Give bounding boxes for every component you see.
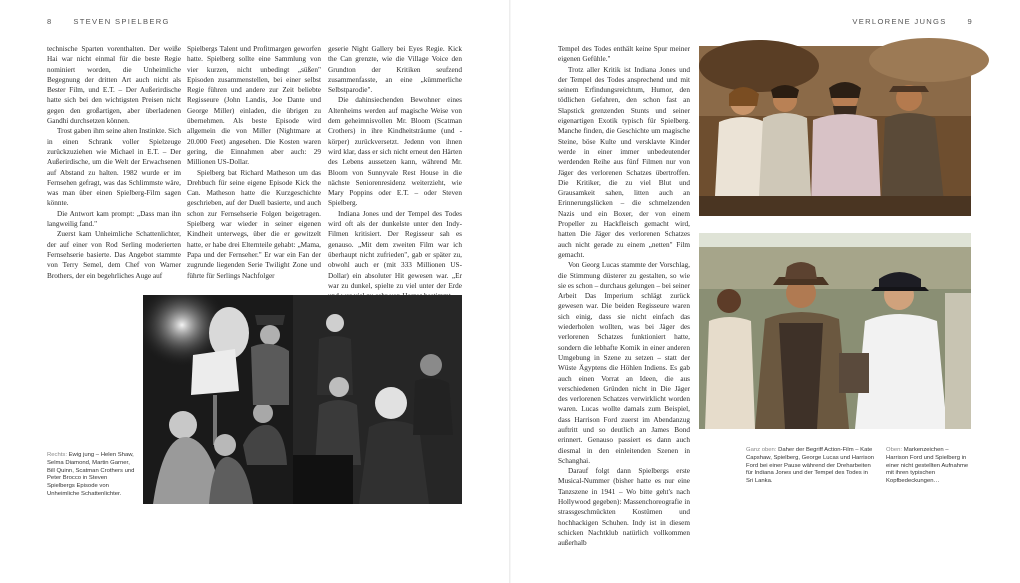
text-column-3 xyxy=(328,44,462,290)
photo-caption-bottom: Oben: Markenzeichen – Harrison Ford und Spielberg in einer nicht gestellten Aufnahme mit ihren typischen Kopfbedeckungen… xyxy=(886,447,969,485)
paragraph: technische Sparten vorenthalten. Der weiße Hai war nicht einmal für die beste Regie nominiert worden, die Unheimliche Begegnung der dritten Art auch nicht als Bester Film, und E.T. – Der Außerirdische hatte sich bei den wichtigsten Preisen nicht gegen den großartigen, aber überladenen Gandhi durchsetzen können. xyxy=(47,45,181,126)
paragraph: Zuerst kam Unheimliche Schattenlichter, der auf einer von Rod Serling moderierten Fernsehserie basierte. Das Angebot stammte von Terry Semel, dem Chef von Warner Brothers, der ein begehrliches Auge auf xyxy=(47,230,181,280)
paragraph: Die Antwort kam prompt: „Dass man ihn langweilig fand." xyxy=(47,209,181,229)
paragraph: Trotz aller Kritik ist Indiana Jones und der Tempel des Todes ansprechend und mit seinem Erfindungsreichtum, Humor, den tödlichen Gefahren, den schon fast an Slapstick grenzenden Stunts und seiner eigenartigen Exotik typisch für Spielberg. Manche finden, die Geschichte um magische Steine, böse Kulte und versklavte Kinder werde in einer immer unbedeutender werdenden Reihe aus fünf Filmen nur von Jäger des verlorenen Schatzes übertroffen. Die Kritiker, die zu viel Blut und Grausamkeit sahen, litten auch an Erinnerungslücken – die schmelzenden Nazis und ein Boxer, der von einem Propeller zu Hackfleisch gemacht wird, hatten Die Jäger des verlorenen Schatzes auch nicht gerade zu einem „netten" Film gemacht. xyxy=(558,65,690,259)
paragraph: Indiana Jones und der Tempel des Todes wird oft als der dunkelste unter den Indy-Filmen kritisiert. Der Regisseur sah es genauso. „Mit dem zweiten Film war ich überhaupt nicht zufrieden", gab er später zu, obwohl auch er (mit 333 Millionen US-Dollar) ein absoluter Hit gewesen war. „Er war zu dunkel, spielte zu viel unter der Erde xyxy=(328,209,462,290)
photo-caption-left: Rechts: Ewig jung – Helen Shaw, Selma Diamond, Martin Garner, Bill Quinn, Scatman Crothers und Peter Brocco in Steven Spielbergs Episode von Unheimliche Schattenlichter. xyxy=(47,452,135,497)
paragraph: Die dahinsiechenden Bewohner eines Altenheims werden auf magische Weise von dem geheimnisvollen Mr. Bloom (Scatman Crothers) in ihre Kindheitsträume (und -körper) zurückversetzt. Jedenn von ihnen wird klar, dass er sich nicht erneut den Härten des Lebens aussetzen kann, während Mr. Bloom von Sunnyvale Rest House in die nächste Seniorenresidenz weiterzieht, wie Mary Poppins oder E.T. – oder Steven Spielberg. xyxy=(328,96,462,208)
paragraph: geserie Night Gallery bei Eyes Regie. Kick the Can grenzte, wie die Village Voice den Grundton der Kritiken seufzend zusammenfasste, an eine „kümmerliche Selbstparodie". xyxy=(328,45,462,95)
text-column-1 xyxy=(47,44,181,280)
text-column-2 xyxy=(187,44,321,280)
left-folio xyxy=(47,17,170,26)
paragraph: Darauf folgt dann Spielbergs erste Musical-Nummer (bisher hatte es nur eine Tanzszene in 1941 – Wo bitte geht's nach Hollywood gegeben): Massenchoreografie in strassgeschmückten Kostümen und hochhackigen Schuhen. Indy ist in diesem schicken Nachtklub natürlich vollkommen außerhalb xyxy=(558,467,690,548)
set-photo-bottom xyxy=(699,233,971,429)
page-number: 8 xyxy=(47,17,53,26)
paragraph: Spielbergs Talent und Profitmargen geworfen hatte. Spielberg sollte eine Sammlung von vier kurzen, nicht unbedingt „süßen" Episoden zusammenstellen, bei einer selbst Regie führen und andere zur Zeit beliebte Regisseure (John Landis, Joe Dante und George Miller) einladen, die übrigen zu übernehmen. Als beste Episode wird allgemein die von Miller (Nightmare at 20.000 Feet) angesehen. Die Kosten waren gering, die Einnahmen aber auch: 29 Millionen US-Dollar. xyxy=(187,45,321,167)
film-still-nursing-home xyxy=(143,295,462,504)
photo-caption-top: Ganz oben: Daher der Begriff Action-Film – Kate Capshaw, Spielberg, George Lucas und Harrison Ford bei einer Pause während der Dreharbeiten für Indiana Jones und der Tempel des Todes in Sri Lanka. xyxy=(746,447,875,485)
running-head: VERLORENE JUNGS xyxy=(852,17,947,26)
paragraph: Von Georg Lucas stammte der Vorschlag, die Stimmung düsterer zu gestalten, so wie sie es schon – durchaus gelungen – bei seiner Arbeit Das Imperium schlägt zurück gewesen war. Die beiden Regisseure waren sich einig, dass sie nicht einfach das wiederholen wollten, was bei Jäger des verlorenen Schatzes funktioniert hatte, sondern die lebhafte Komik in einer anderen Umgebung in Szene zu setzen – statt der Wüste Ägyptens die Höhlen Indiens. Es gab auch einen Vorrat an Ideen, die aus verschiedenen Gründen nicht in Die Jäger des verlorenen Schatzes verwirklicht worden waren. Lucas wollte damals zum Beispiel, dass Harrison Ford zuerst im Abendanzug auftritt und so deutlich an James Bond erinnert. Genauso passiert es dann auch diesmal in den einleitenden Szenen in Schanghai. xyxy=(558,261,690,465)
running-head: STEVEN SPIELBERG xyxy=(73,17,170,26)
paragraph: Trost gaben ihm seine alten Instinkte. Sich in einen Schrank voller Spielzeuge zurückzuziehen wie Michael in E.T. – Der Außerirdische, um die Welt der Erwachsenen auf Abstand zu halten. 1982 wurde er im Fernsehen gefragt, was das Schlimmste wäre, was man über einen Spielberg-Film sagen könnte. xyxy=(47,127,181,208)
paragraph: Spielberg bat Richard Matheson um das Drehbuch für seine eigene Episode Kick the Can. Matheson hatte die Kurzgeschichte geschrieben, auf der Duell basierte, und auch schon zur Fernsehserie Folgen beigetragen. Spielberg war wieder in seiner eigenen Kindheit unterwegs, über die er gewitzelt hatte, er habe drei Elternteile gehabt: „Mama, Papa und der Fernseher." Er war ein Fan der zugrunde liegenden Serie Twilight Zone und führte für Serlings Nachfolger xyxy=(187,168,321,280)
page-number: 9 xyxy=(967,17,973,26)
right-folio xyxy=(852,17,973,26)
set-photo-top xyxy=(699,46,971,216)
paragraph: Tempel des Todes enthält keine Spur meiner eigenen Gefühle." xyxy=(558,45,690,64)
right-page xyxy=(510,0,1020,583)
text-column-right xyxy=(558,44,690,548)
